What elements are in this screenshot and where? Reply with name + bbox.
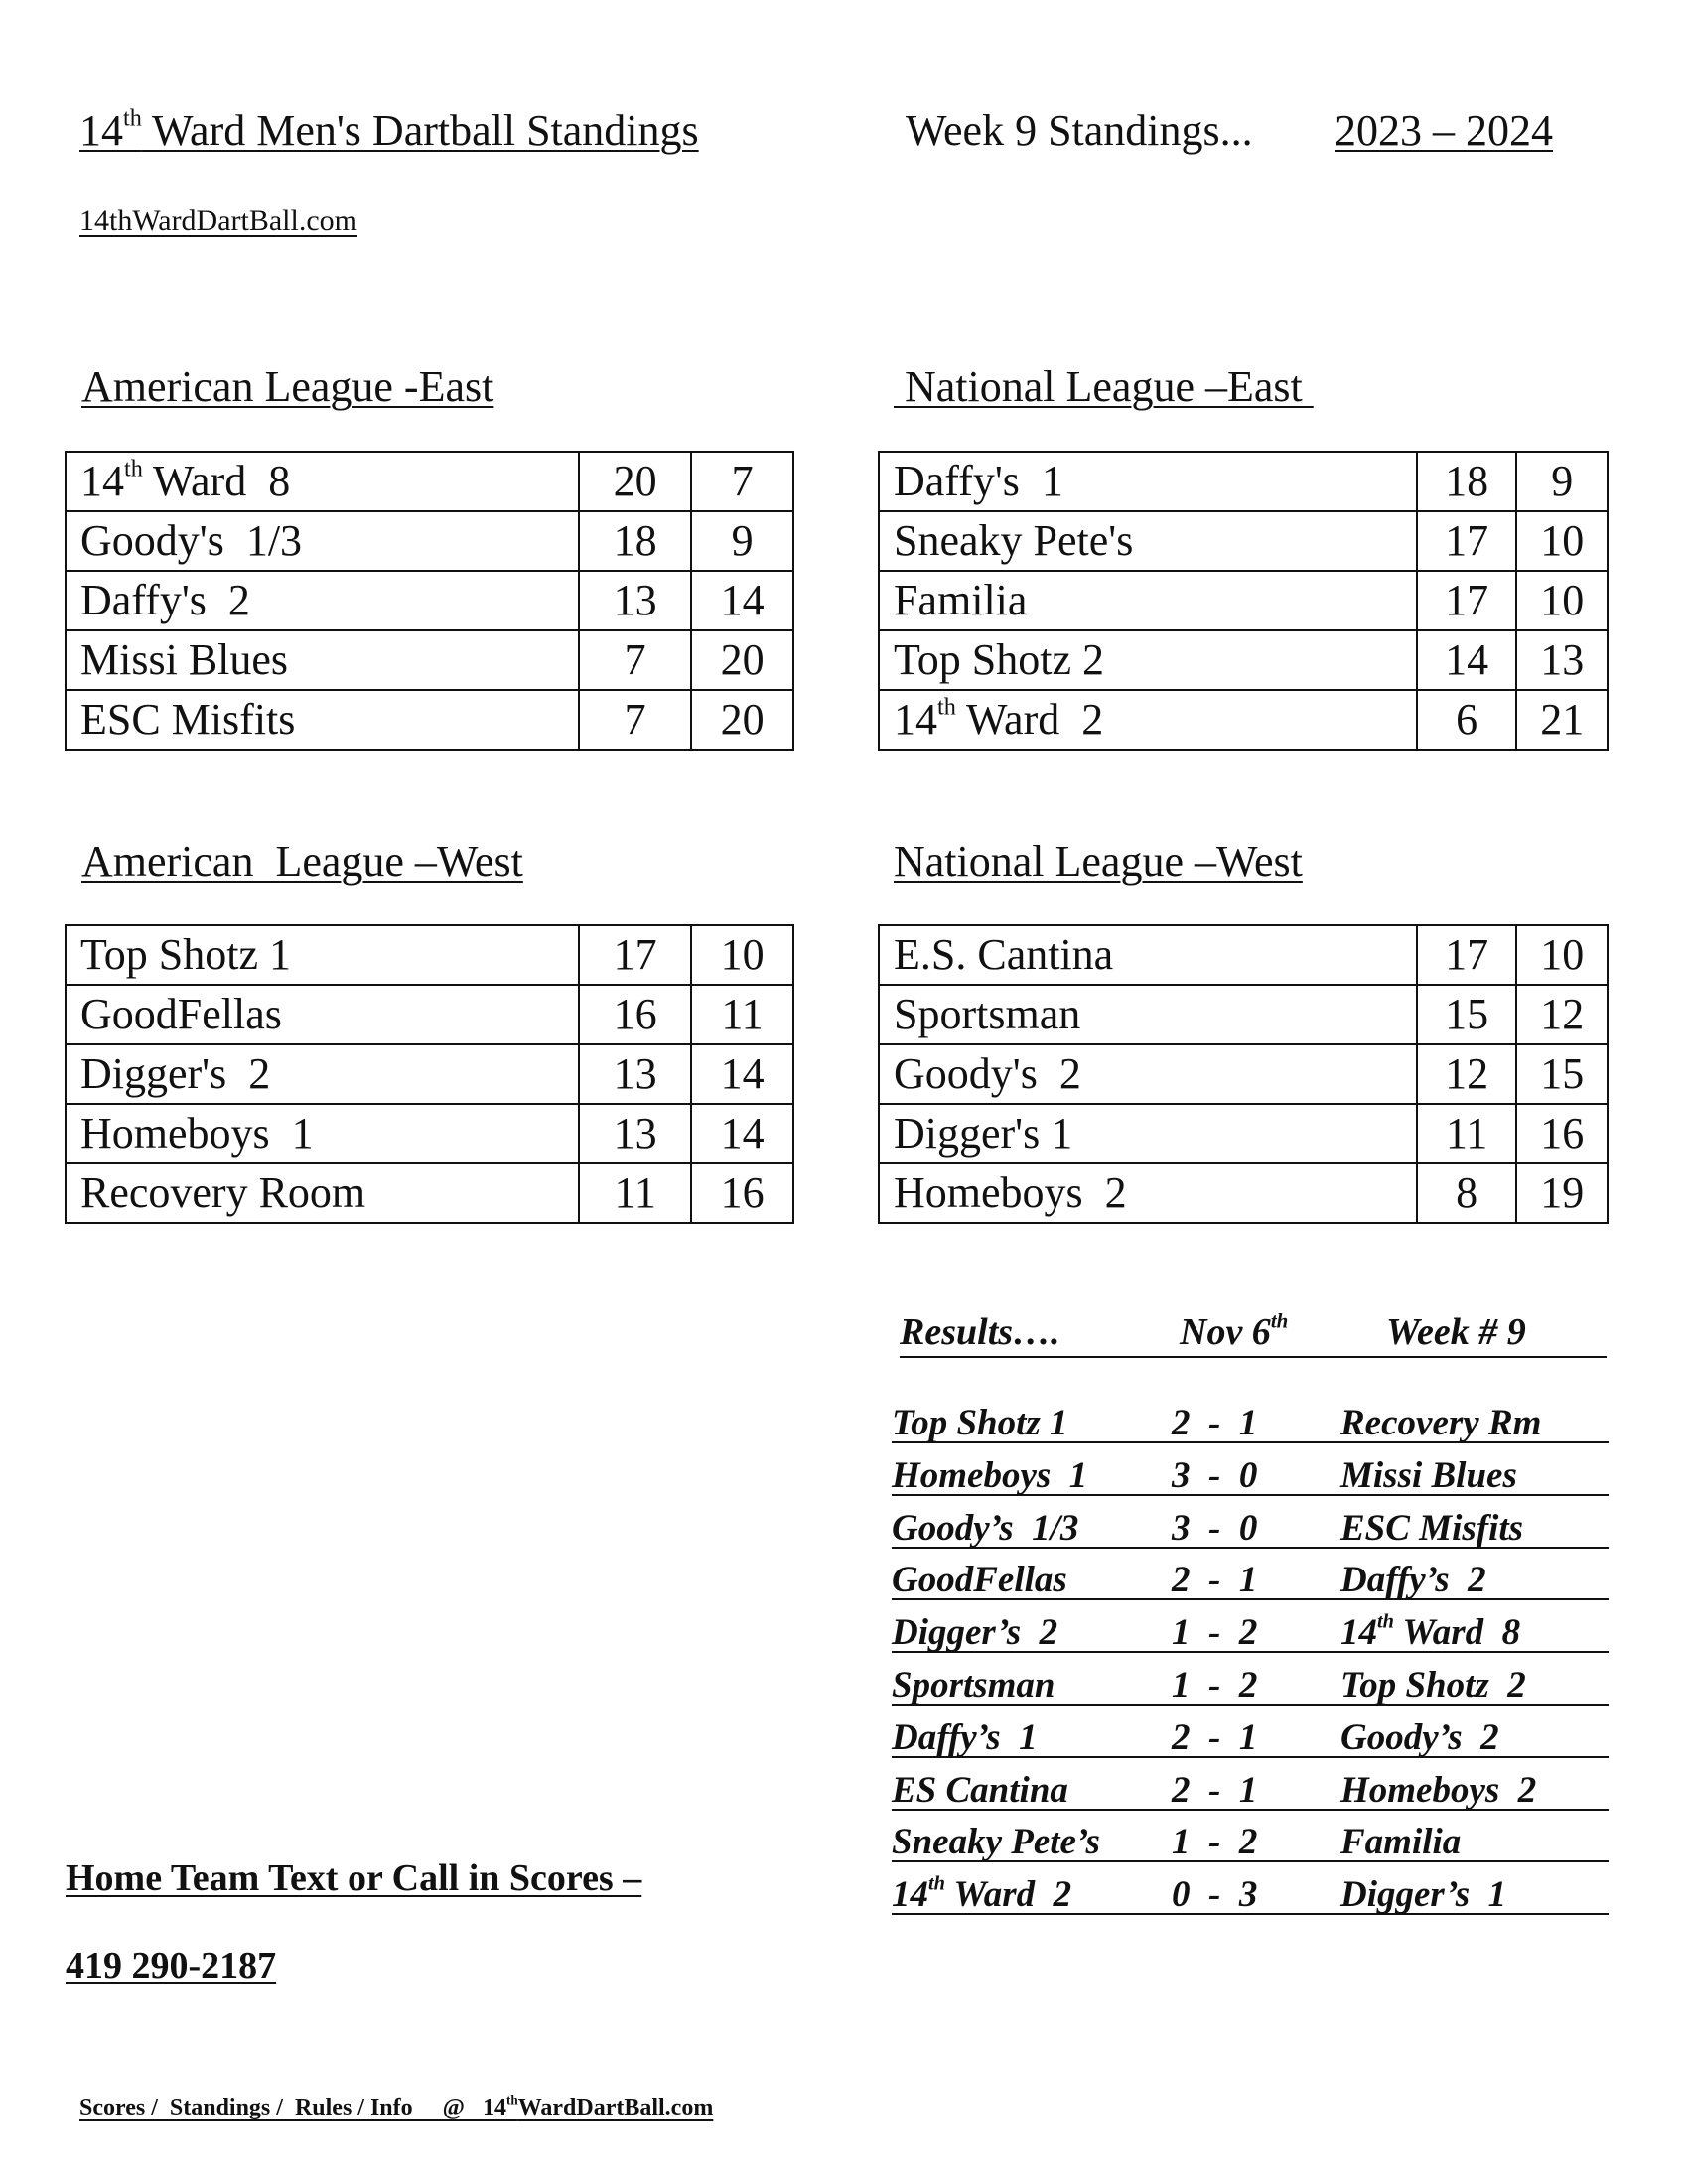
team-name: Familia bbox=[879, 571, 1417, 630]
game-score: 0 - 3 bbox=[1172, 1874, 1258, 1916]
losses: 9 bbox=[691, 511, 793, 571]
team-name: Goody's 1/3 bbox=[66, 511, 579, 571]
away-team: Recovery Rm bbox=[1340, 1403, 1542, 1443]
wins: 7 bbox=[579, 630, 691, 690]
losses: 19 bbox=[1516, 1163, 1608, 1223]
wins: 18 bbox=[579, 511, 691, 571]
standings-row bbox=[66, 452, 793, 511]
al-east-title: American League -East bbox=[81, 362, 494, 411]
season-label: 2023 – 2024 bbox=[1335, 106, 1553, 155]
away-team: Top Shotz 2 bbox=[1340, 1664, 1526, 1706]
standings-row bbox=[879, 452, 1608, 511]
away-team: Goody’s 2 bbox=[1340, 1716, 1499, 1758]
result-row bbox=[892, 1607, 1609, 1660]
nl-east-title: National League –East bbox=[894, 362, 1314, 411]
nl-west-title: National League –West bbox=[894, 837, 1303, 886]
losses: 10 bbox=[691, 925, 793, 985]
standings-row bbox=[879, 985, 1608, 1044]
game-score: 1 - 2 bbox=[1172, 1664, 1258, 1706]
home-team: Sportsman bbox=[892, 1664, 1055, 1706]
home-team: Homeboys 1 bbox=[892, 1454, 1088, 1496]
away-team: ESC Misfits bbox=[1340, 1507, 1524, 1549]
game-score: 1 - 2 bbox=[1172, 1822, 1258, 1863]
game-score: 3 - 0 bbox=[1172, 1454, 1258, 1496]
website-link[interactable]: 14thWardDartBall.com bbox=[79, 205, 358, 237]
standings-row bbox=[879, 1163, 1608, 1223]
team-name: Sportsman bbox=[879, 985, 1417, 1044]
team-name: Sneaky Pete's bbox=[879, 511, 1417, 571]
wins: 17 bbox=[579, 925, 691, 985]
result-row bbox=[892, 1817, 1609, 1869]
contact-instructions: Home Team Text or Call in Scores – bbox=[66, 1857, 642, 1899]
away-team: Missi Blues bbox=[1340, 1454, 1517, 1496]
losses: 15 bbox=[1516, 1044, 1608, 1104]
result-row bbox=[892, 1660, 1609, 1712]
standings-row bbox=[66, 925, 793, 985]
losses: 13 bbox=[1516, 630, 1608, 690]
wins: 15 bbox=[1417, 985, 1517, 1044]
team-name: E.S. Cantina bbox=[879, 925, 1417, 985]
result-row bbox=[892, 1450, 1609, 1503]
home-team: GoodFellas bbox=[892, 1560, 1067, 1601]
away-team: Daffy’s 2 bbox=[1340, 1560, 1486, 1601]
losses: 21 bbox=[1516, 690, 1608, 750]
wins: 17 bbox=[1417, 925, 1517, 985]
wins: 7 bbox=[579, 690, 691, 750]
standings-row bbox=[879, 690, 1608, 750]
standings-row bbox=[66, 571, 793, 630]
losses: 14 bbox=[691, 1044, 793, 1104]
al-east-standings-table bbox=[65, 451, 794, 751]
team-name: Digger's 2 bbox=[66, 1044, 579, 1104]
result-row bbox=[892, 1503, 1609, 1556]
page-title: 14th Ward Men's Dartball Standings bbox=[79, 104, 699, 155]
away-team: Digger’s 1 bbox=[1340, 1874, 1507, 1916]
standings-row bbox=[879, 511, 1608, 571]
team-name: ESC Misfits bbox=[66, 690, 579, 750]
losses: 16 bbox=[1516, 1104, 1608, 1163]
losses: 16 bbox=[691, 1163, 793, 1223]
team-name: Daffy's 2 bbox=[66, 571, 579, 630]
wins: 13 bbox=[579, 571, 691, 630]
away-team: Homeboys 2 bbox=[1340, 1769, 1537, 1811]
team-name: 14th Ward 2 bbox=[879, 690, 1417, 750]
wins: 11 bbox=[579, 1163, 691, 1223]
nl-east-standings-table bbox=[878, 451, 1609, 751]
wins: 11 bbox=[1417, 1104, 1517, 1163]
wins: 6 bbox=[1417, 690, 1517, 750]
home-team: Goody’s 1/3 bbox=[892, 1507, 1079, 1549]
results-week: Week # 9 bbox=[1386, 1311, 1526, 1353]
team-name: GoodFellas bbox=[66, 985, 579, 1044]
result-row bbox=[892, 1398, 1609, 1450]
standings-row bbox=[879, 571, 1608, 630]
losses: 10 bbox=[1516, 571, 1608, 630]
wins: 13 bbox=[579, 1044, 691, 1104]
team-name: Top Shotz 2 bbox=[879, 630, 1417, 690]
losses: 14 bbox=[691, 1104, 793, 1163]
standings-row bbox=[66, 1104, 793, 1163]
team-name: Top Shotz 1 bbox=[66, 925, 579, 985]
home-team: Digger’s 2 bbox=[892, 1612, 1058, 1654]
team-name: Recovery Room bbox=[66, 1163, 579, 1223]
standings-row bbox=[879, 630, 1608, 690]
standings-row bbox=[66, 690, 793, 750]
home-team: 14th Ward 2 bbox=[892, 1872, 1072, 1916]
game-score: 2 - 1 bbox=[1172, 1716, 1258, 1758]
losses: 10 bbox=[1516, 925, 1608, 985]
game-score: 3 - 0 bbox=[1172, 1507, 1258, 1549]
results-date: Nov 6th bbox=[1180, 1308, 1289, 1353]
standings-row bbox=[66, 630, 793, 690]
team-name: Homeboys 2 bbox=[879, 1163, 1417, 1223]
standings-row bbox=[879, 1104, 1608, 1163]
wins: 13 bbox=[579, 1104, 691, 1163]
standings-row bbox=[879, 1044, 1608, 1104]
game-score: 2 - 1 bbox=[1172, 1403, 1258, 1443]
al-west-title: American League –West bbox=[81, 837, 523, 886]
phone-number: 419 290-2187 bbox=[66, 1945, 277, 1986]
team-name: Digger's 1 bbox=[879, 1104, 1417, 1163]
team-name: Goody's 2 bbox=[879, 1044, 1417, 1104]
losses: 9 bbox=[1516, 452, 1608, 511]
standings-row bbox=[66, 1044, 793, 1104]
home-team: Sneaky Pete’s bbox=[892, 1822, 1100, 1863]
results-header bbox=[900, 1310, 1607, 1358]
losses: 7 bbox=[691, 452, 793, 511]
result-row bbox=[892, 1712, 1609, 1765]
team-name: Homeboys 1 bbox=[66, 1104, 579, 1163]
wins: 20 bbox=[579, 452, 691, 511]
wins: 17 bbox=[1417, 511, 1517, 571]
losses: 10 bbox=[1516, 511, 1608, 571]
wins: 17 bbox=[1417, 571, 1517, 630]
wins: 12 bbox=[1417, 1044, 1517, 1104]
team-name: Missi Blues bbox=[66, 630, 579, 690]
losses: 20 bbox=[691, 690, 793, 750]
standings-row bbox=[879, 925, 1608, 985]
result-row bbox=[892, 1555, 1609, 1607]
wins: 14 bbox=[1417, 630, 1517, 690]
footer-text: Scores / Standings / Rules / Info @ 14thWardDartBall.com bbox=[79, 2092, 714, 2120]
losses: 11 bbox=[691, 985, 793, 1044]
team-name: 14th Ward 8 bbox=[66, 452, 579, 511]
away-team: Familia bbox=[1340, 1822, 1462, 1863]
away-team: 14th Ward 8 bbox=[1340, 1610, 1521, 1654]
team-name: Daffy's 1 bbox=[879, 452, 1417, 511]
results-label: Results…. bbox=[900, 1311, 1060, 1353]
home-team: Top Shotz 1 bbox=[892, 1403, 1068, 1443]
game-score: 1 - 2 bbox=[1172, 1612, 1258, 1654]
wins: 8 bbox=[1417, 1163, 1517, 1223]
standings-row bbox=[66, 1163, 793, 1223]
game-score: 2 - 1 bbox=[1172, 1560, 1258, 1601]
standings-row bbox=[66, 985, 793, 1044]
home-team: ES Cantina bbox=[892, 1769, 1068, 1811]
al-west-standings-table bbox=[65, 924, 794, 1224]
losses: 12 bbox=[1516, 985, 1608, 1044]
standings-row bbox=[66, 511, 793, 571]
home-team: Daffy’s 1 bbox=[892, 1716, 1038, 1758]
losses: 20 bbox=[691, 630, 793, 690]
week-label: Week 9 Standings... bbox=[906, 106, 1253, 155]
wins: 16 bbox=[579, 985, 691, 1044]
result-row bbox=[892, 1765, 1609, 1818]
wins: 18 bbox=[1417, 452, 1517, 511]
game-score: 2 - 1 bbox=[1172, 1769, 1258, 1811]
results-list bbox=[892, 1398, 1609, 1922]
losses: 14 bbox=[691, 571, 793, 630]
nl-west-standings-table bbox=[878, 924, 1609, 1224]
result-row bbox=[892, 1869, 1609, 1922]
